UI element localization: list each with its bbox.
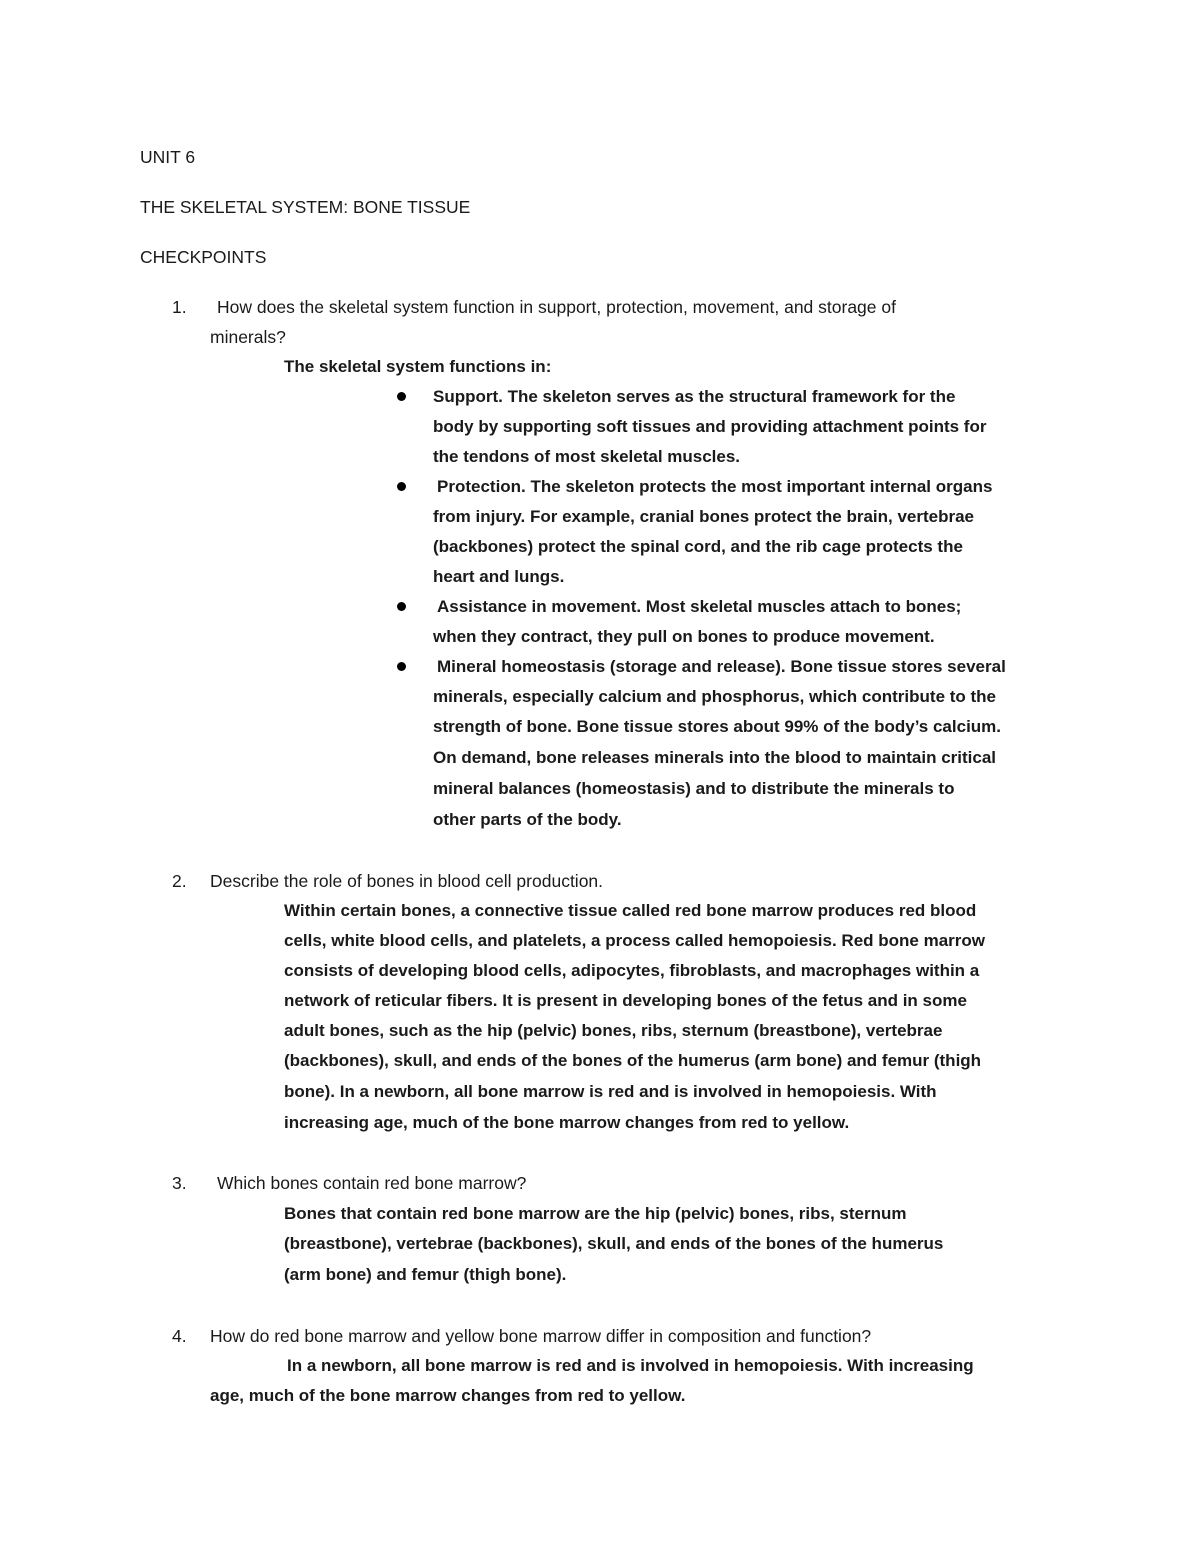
answer-1-bullet-1-line: body by supporting soft tissues and providing attachment points for [433, 417, 987, 436]
bullet-icon [397, 482, 406, 491]
answer-2-line: bone). In a newborn, all bone marrow is red and is involved in hemopoiesis. With [284, 1082, 937, 1101]
answer-3-line: (arm bone) and femur (thigh bone). [284, 1265, 567, 1284]
answer-1-intro: The skeletal system functions in: [284, 357, 552, 376]
answer-1-bullet-4-line: mineral balances (homeostasis) and to distribute the minerals to [433, 779, 955, 798]
answer-2-line: adult bones, such as the hip (pelvic) bones, ribs, sternum (breastbone), vertebrae [284, 1021, 943, 1040]
question-4-number: 4. [172, 1326, 187, 1346]
answer-1-bullet-3-line: when they contract, they pull on bones to produce movement. [433, 627, 935, 646]
answer-3-line: Bones that contain red bone marrow are the hip (pelvic) bones, ribs, sternum [284, 1204, 907, 1223]
answer-2-line: increasing age, much of the bone marrow changes from red to yellow. [284, 1113, 850, 1132]
answer-1-bullet-2-line: heart and lungs. [433, 567, 565, 586]
unit-heading: UNIT 6 [140, 147, 196, 167]
answer-2-line: network of reticular fibers. It is present in developing bones of the fetus and in some [284, 991, 967, 1010]
bullet-icon [397, 602, 406, 611]
answer-1-bullet-4-line: other parts of the body. [433, 810, 622, 829]
answer-2-line: consists of developing blood cells, adipocytes, fibroblasts, and macrophages within a [284, 961, 980, 980]
question-2-number: 2. [172, 871, 187, 891]
answer-4-line: age, much of the bone marrow changes from red to yellow. [210, 1386, 686, 1405]
section-heading: CHECKPOINTS [140, 247, 267, 267]
answer-1-bullet-4-line: On demand, bone releases minerals into the blood to maintain critical [433, 748, 997, 767]
question-1-text: How does the skeletal system function in support, protection, movement, and storage of [217, 297, 896, 317]
bullet-icon [397, 662, 406, 671]
answer-1-bullet-2-line: from injury. For example, cranial bones protect the brain, vertebrae [433, 507, 975, 526]
answer-1-bullet-4-line: strength of bone. Bone tissue stores about 99% of the body’s calcium. [433, 717, 1002, 736]
question-1-text-cont: minerals? [210, 327, 286, 347]
question-2-text: Describe the role of bones in blood cell production. [210, 871, 604, 891]
answer-1-bullet-4-line: minerals, especially calcium and phosphorus, which contribute to the [433, 687, 997, 706]
answer-1-bullet-4-line: Mineral homeostasis (storage and release). Bone tissue stores several [437, 657, 1006, 676]
question-3-text: Which bones contain red bone marrow? [217, 1173, 527, 1193]
bullet-icon [397, 392, 406, 401]
answer-1-bullet-2-line: (backbones) protect the spinal cord, and the rib cage protects the [433, 537, 963, 556]
question-3-number: 3. [172, 1173, 187, 1193]
answer-1-bullet-1-line: Support. The skeleton serves as the structural framework for the [433, 387, 956, 406]
answer-2-line: cells, white blood cells, and platelets, a process called hemopoiesis. Red bone marrow [284, 931, 985, 950]
answer-3-line: (breastbone), vertebrae (backbones), skull, and ends of the bones of the humerus [284, 1234, 944, 1253]
question-4-text: How do red bone marrow and yellow bone marrow differ in composition and function? [210, 1326, 872, 1346]
answer-2-line: Within certain bones, a connective tissue called red bone marrow produces red blood [284, 901, 977, 920]
answer-4-line: In a newborn, all bone marrow is red and is involved in hemopoiesis. With increasing [287, 1356, 974, 1375]
answer-2-line: (backbones), skull, and ends of the bones of the humerus (arm bone) and femur (thigh [284, 1051, 982, 1070]
question-1-number: 1. [172, 297, 187, 317]
answer-1-bullet-3-line: Assistance in movement. Most skeletal muscles attach to bones; [437, 597, 962, 616]
page-title: THE SKELETAL SYSTEM: BONE TISSUE [140, 197, 471, 217]
answer-1-bullet-1-line: the tendons of most skeletal muscles. [433, 447, 741, 466]
answer-1-bullet-2-line: Protection. The skeleton protects the most important internal organs [437, 477, 993, 496]
